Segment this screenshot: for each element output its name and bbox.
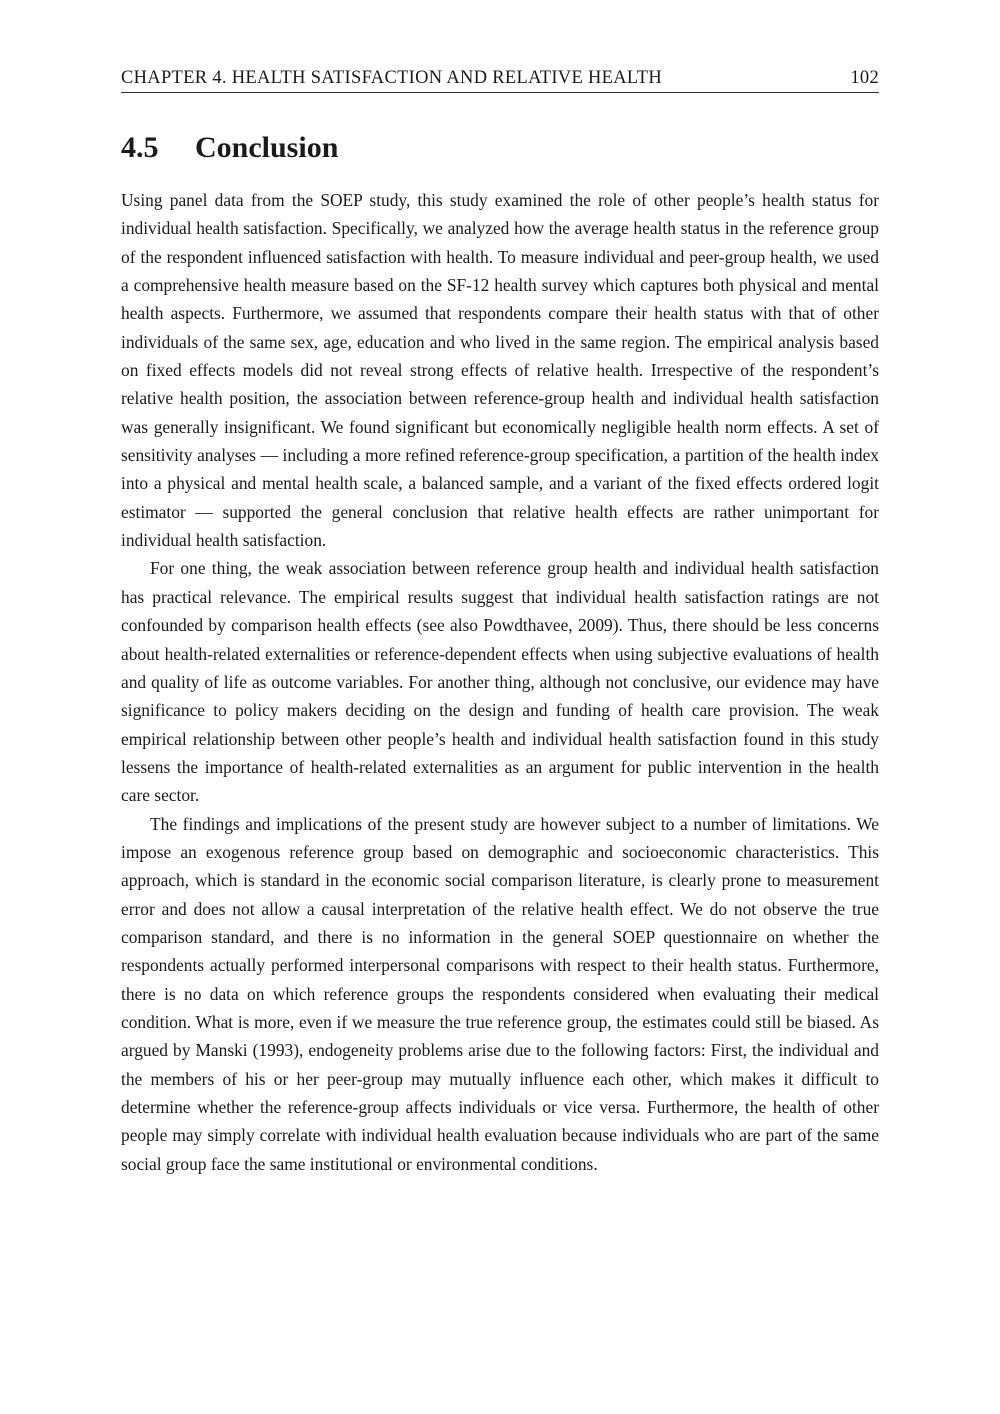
page-number: 102 (850, 68, 879, 88)
section-heading (121, 128, 879, 168)
running-header (121, 64, 879, 93)
paragraph: For one thing, the weak association between reference group health and individual health satisfaction has practical relevance. The empirical results suggest that individual health satisfaction ratings are not confounded by comparison health effects (see also Powdthavee, 2009). Thus, there should be less concerns about health-related externalities or reference-dependent effects when using subjective evaluations of health and quality of life as outcome variables. For another thing, although not conclusive, our evidence may have significance to policy makers deciding on the design and funding of health care provision. The weak empirical relationship between other people’s health and individual health satisfaction found in this study lessens the importance of health-related externalities as an argument for public intervention in the health care sector. (121, 558, 879, 806)
section-title: Conclusion (195, 131, 339, 164)
body-text (121, 186, 879, 1178)
paragraph: Using panel data from the SOEP study, this study examined the role of other people’s health status for individual health satisfaction. Specifically, we analyzed how the average health status in the reference group of the respondent influenced satisfaction with health. To measure individual and peer-group health, we used a comprehensive health measure based on the SF-12 health survey which captures both physical and mental health aspects. Furthermore, we assumed that respondents compare their health status with that of other individuals of the same sex, age, education and who lived in the same region. The empirical analysis based on fixed effects models did not reveal strong effects of relative health. Irrespective of the respondent’s relative health position, the association between reference-group health and individual health satisfaction was generally insignificant. We found significant but economically negligible health norm effects. A set of sensitivity analyses — including a more refined reference-group specification, a partition of the health index into a physical and mental health scale, a balanced sample, and a variant of the fixed effects ordered logit estimator — supported the general conclusion that relative health effects are rather unimportant for individual health satisfaction. (121, 190, 879, 551)
section-number: 4.5 (121, 131, 159, 164)
paragraph: The findings and implications of the present study are however subject to a number of limitations. We impose an exogenous reference group based on demographic and socioeconomic characteristics. This approach, which is standard in the economic social comparison literature, is clearly prone to measurement error and does not allow a causal interpretation of the relative health effect. We do not observe the true comparison standard, and there is no information in the general SOEP questionnaire on whether the respondents actually performed interpersonal comparisons with respect to their health status. Furthermore, there is no data on which reference groups the respondents considered when evaluating their medical condition. What is more, even if we measure the true reference group, the estimates could still be biased. As argued by Manski (1993), endogeneity problems arise due to the following factors: First, the individual and the members of his or her peer-group may mutually influence each other, which makes it difficult to determine whether the reference-group affects individuals or vice versa. Furthermore, the health of other people may simply correlate with individual health evaluation because individuals who are part of the same social group face the same institutional or environmental conditions. (121, 813, 879, 1174)
chapter-title: CHAPTER 4. HEALTH SATISFACTION AND RELATIVE HEALTH (121, 68, 663, 88)
